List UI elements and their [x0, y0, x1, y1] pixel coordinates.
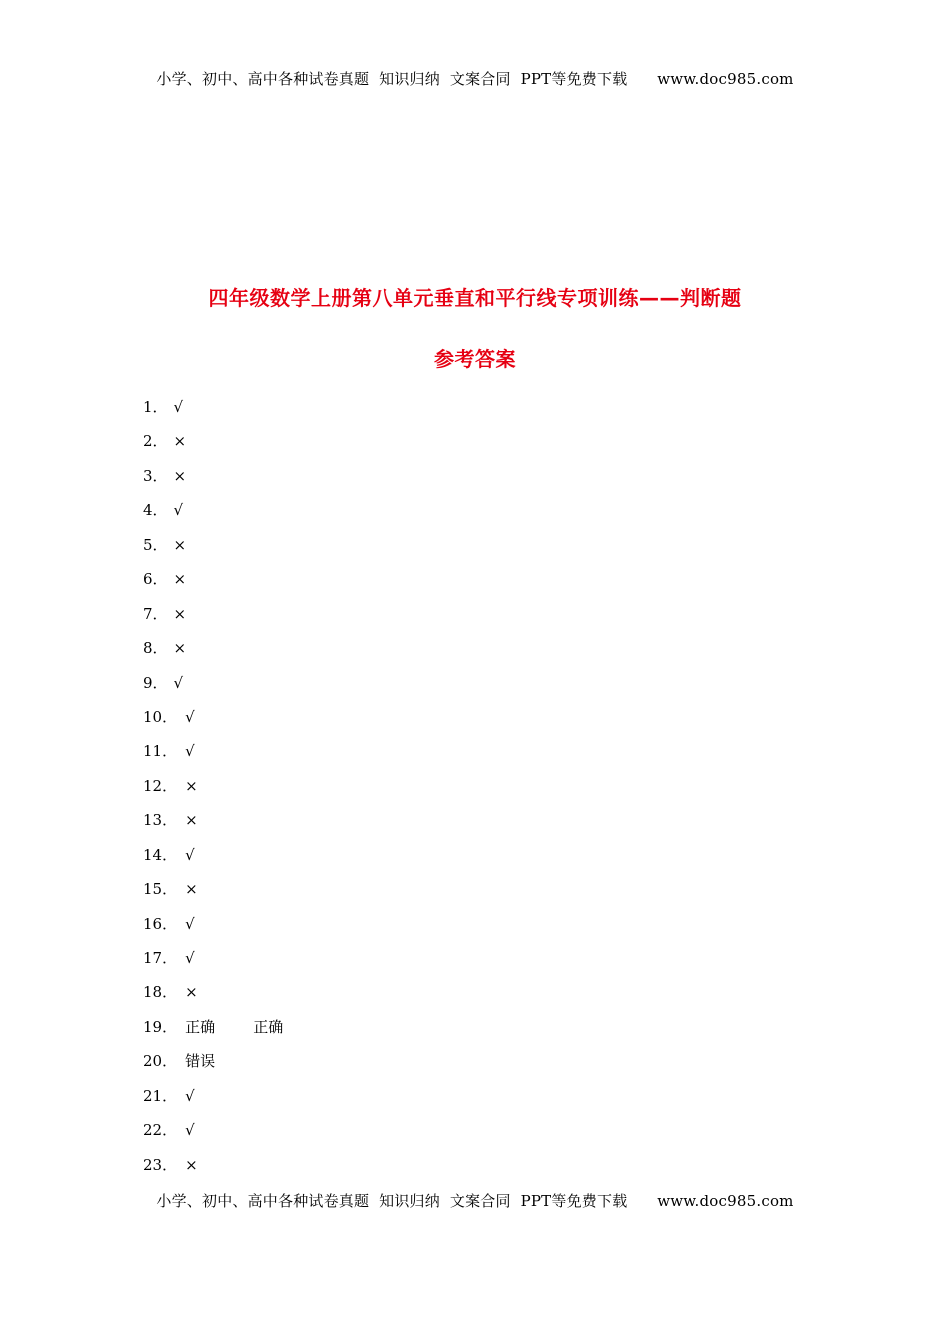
answer-item	[143, 878, 283, 912]
answer-mark: 错误	[185, 1052, 216, 1071]
answer-item	[143, 672, 283, 706]
answer-number: 1．	[143, 398, 168, 416]
page-footer: 小学、初中、高中各种试卷真题 知识归纳 文案合同 PPT等免费下载 www.doc985.com	[156, 1192, 794, 1210]
answer-mark: √	[185, 914, 195, 933]
answer-mark: √	[173, 501, 184, 520]
document-subtitle: 参考答案	[434, 347, 516, 371]
answer-mark: ×	[185, 1155, 198, 1174]
answer-mark: √	[185, 1121, 195, 1140]
answer-item	[143, 1050, 283, 1084]
answer-item	[143, 1016, 283, 1050]
answer-number: 23．	[143, 1155, 178, 1174]
answer-mark: ×	[173, 570, 187, 589]
answer-item	[143, 1085, 283, 1119]
answer-number: 22．	[143, 1121, 178, 1140]
answer-number: 15．	[143, 880, 178, 899]
answer-number: 14．	[143, 845, 178, 864]
answer-number: 13．	[143, 811, 178, 830]
answer-item	[143, 740, 283, 774]
answer-mark: √	[185, 707, 195, 726]
answer-mark: √	[185, 742, 195, 761]
answer-number: 8．	[143, 639, 168, 658]
answer-item	[143, 913, 283, 947]
answer-number: 20．	[143, 1052, 178, 1071]
answer-item	[143, 465, 283, 499]
answer-number: 3．	[143, 466, 168, 485]
answer-mark: ×	[173, 466, 187, 485]
answer-item	[143, 981, 283, 1015]
answer-number: 4．	[143, 501, 168, 520]
answer-item	[143, 775, 283, 809]
answer-mark: √	[173, 398, 184, 416]
answer-item	[143, 499, 283, 533]
answer-mark: ×	[185, 880, 198, 899]
answer-number: 5．	[143, 535, 168, 554]
answer-mark: ×	[185, 776, 198, 795]
answer-number: 6．	[143, 570, 168, 589]
answer-mark: ×	[173, 432, 187, 451]
answer-item	[143, 430, 283, 464]
answer-number: 21．	[143, 1086, 178, 1105]
answer-mark: ×	[173, 639, 187, 658]
answer-number: 7．	[143, 604, 168, 623]
answer-mark: √	[185, 949, 195, 967]
answer-number: 2．	[143, 432, 168, 451]
answer-number: 11．	[143, 742, 178, 761]
answer-mark: ×	[173, 604, 187, 623]
answer-number: 16．	[143, 914, 178, 933]
answer-list	[143, 396, 283, 1188]
answer-mark: √	[173, 673, 184, 692]
answer-number: 12．	[143, 776, 178, 795]
answer-number: 19．	[143, 1017, 178, 1036]
answer-item	[143, 809, 283, 843]
answer-number: 17．	[143, 949, 178, 967]
answer-item	[143, 396, 283, 430]
page-header: 小学、初中、高中各种试卷真题 知识归纳 文案合同 PPT等免费下载 www.doc985.com	[156, 70, 794, 88]
document-title: 四年级数学上册第八单元垂直和平行线专项训练——判断题	[208, 286, 742, 310]
answer-item	[143, 1119, 283, 1153]
answer-item	[143, 603, 283, 637]
answer-mark: ×	[173, 535, 187, 554]
answer-item	[143, 844, 283, 878]
answer-mark: √	[185, 845, 195, 864]
answer-number: 18．	[143, 983, 178, 1002]
answer-number: 10．	[143, 707, 178, 726]
answer-item	[143, 1154, 283, 1188]
answer-item	[143, 706, 283, 740]
answer-item	[143, 568, 283, 602]
answer-number: 9．	[143, 673, 168, 692]
answer-mark: 正确 正确	[185, 1017, 284, 1036]
answer-mark: ×	[185, 811, 198, 830]
answer-item	[143, 534, 283, 568]
answer-mark: √	[185, 1086, 195, 1105]
answer-item	[143, 637, 283, 671]
answer-mark: ×	[185, 983, 198, 1002]
answer-item	[143, 947, 283, 981]
